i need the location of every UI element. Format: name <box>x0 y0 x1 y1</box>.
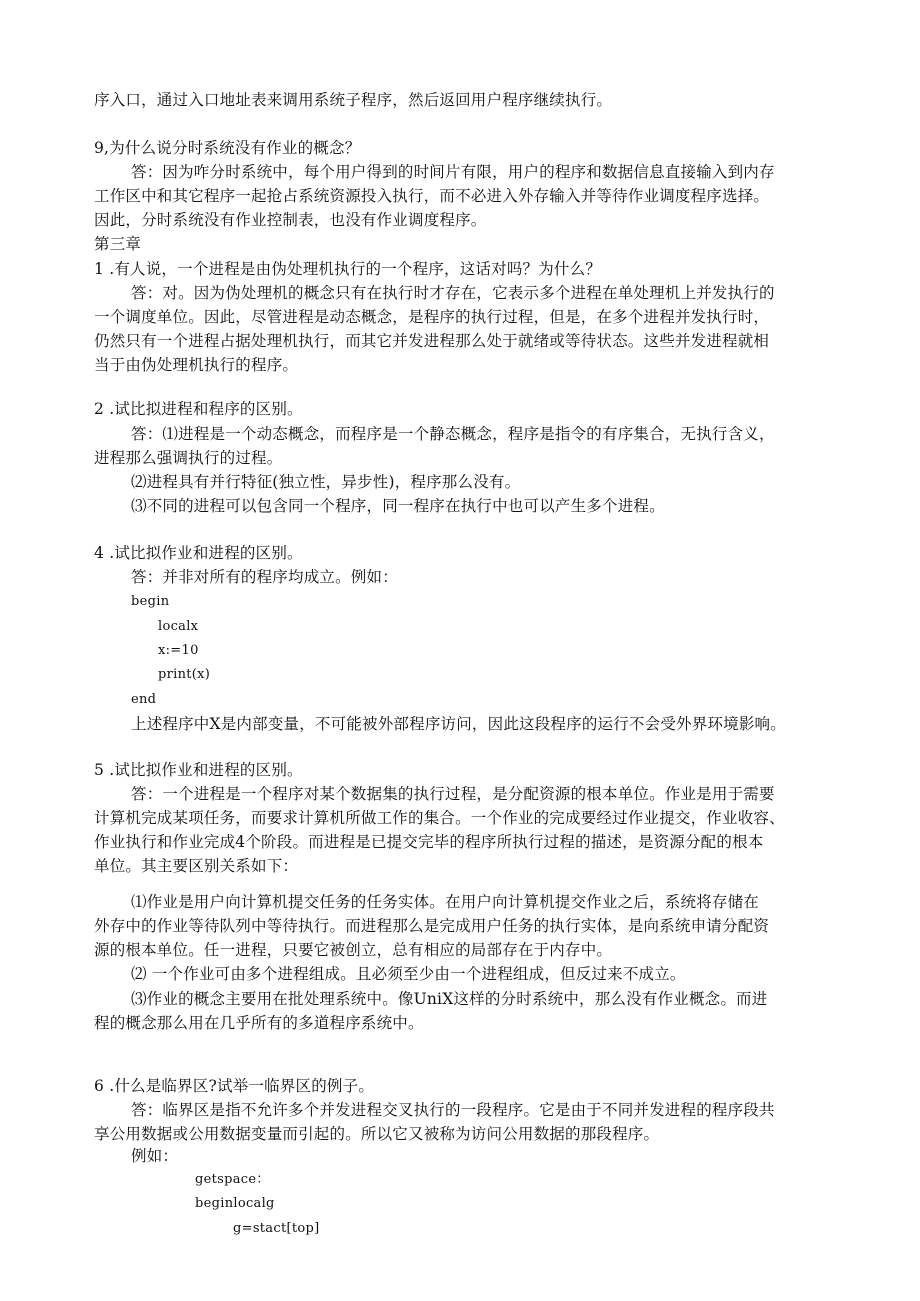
text-line: ⑴作业是用户向计算机提交任务的任务实体。在用户向计算机提交作业之后，系统将存储在 <box>131 893 760 911</box>
question-1: 1 .有人说，一个进程是由伪处理机执行的一个程序，这话对吗？为什么？ <box>94 260 602 278</box>
text-line: 单位。其主要区别关系如下： <box>94 857 299 875</box>
code-line: print(x) <box>158 667 211 682</box>
code-line: begin <box>131 594 170 609</box>
question-4: 4 .试比拟作业和进程的区别。 <box>94 544 303 562</box>
text-line: 仍然只有一个进程占据处理机执行，而其它并发进程那么处于就绪或等待状态。这些并发进程就相 <box>94 332 770 350</box>
text-line: 工作区中和其它程序一起抢占系统资源投入执行，而不必进入外存输入并等待作业调度程序选择。 <box>94 187 770 205</box>
text-line: ⑶不同的进程可以包含同一个程序，同一程序在执行中也可以产生多个进程。 <box>131 497 665 515</box>
text-line: 答：临界区是指不允许多个并发进程交叉执行的一段程序。它是由于不同并发进程的程序段共 <box>131 1101 775 1119</box>
text-line: 外存中的作业等待队列中等待执行。而进程那么是完成用户任务的执行实体，是向系统申请分配资 <box>94 917 770 935</box>
question-5: 5 .试比拟作业和进程的区别。 <box>94 761 303 779</box>
text-line: 因此，分时系统没有作业控制表，也没有作业调度程序。 <box>94 211 487 229</box>
text-line: 例如： <box>131 1147 179 1165</box>
text-line: 上述程序中X是内部变量，不可能被外部程序访问，因此这段程序的运行不会受外界环境影响。 <box>131 715 786 733</box>
text-line: 答：因为咋分时系统中，每个用户得到的时间片有限，用户的程序和数据信息直接输入到内存 <box>131 163 775 181</box>
text-line: 计算机完成某项任务，而要求计算机所做工作的集合。一个作业的完成要经过作业提交，作业收容、 <box>94 809 785 827</box>
code-line: end <box>131 692 157 707</box>
question-9: 9,为什么说分时系统没有作业的概念？ <box>94 139 361 157</box>
question-2: 2 .试比拟进程和程序的区别。 <box>94 400 303 418</box>
text-line: ⑵进程具有并行特征(独立性，异步性)，程序那么没有。 <box>131 473 521 491</box>
text-line: 答：对。因为伪处理机的概念只有在执行时才存在，它表示多个进程在单处理机上并发执行的 <box>131 284 775 302</box>
text-line: 当于由伪处理机执行的程序。 <box>94 356 299 374</box>
text-line: 答：⑴进程是一个动态概念，而程序是一个静态概念，程序是指令的有序集合，无执行含义， <box>131 425 775 443</box>
chapter-heading: 第三章 <box>94 235 142 253</box>
text-line: ⑶作业的概念主要用在批处理系统中。像UniX这样的分时系统中，那么没有作业概念。而进 <box>131 990 768 1008</box>
code-line: beginlocalg <box>195 1196 275 1211</box>
text-line: 源的根本单位。任一进程，只要它被创立，总有相应的局部存在于内存中。 <box>94 941 613 959</box>
text-line: 享公用数据或公用数据变量而引起的。所以它又被称为访问公用数据的那段程序。 <box>94 1125 660 1143</box>
code-line: localx <box>158 619 199 634</box>
text-line: 进程那么强调执行的过程。 <box>94 449 283 467</box>
code-line: getspace： <box>195 1172 270 1187</box>
text-line: 一个调度单位。因此，尽管进程是动态概念，是程序的执行过程，但是，在多个进程并发执行时， <box>94 308 770 326</box>
code-line: g=stact[top] <box>233 1221 320 1236</box>
code-line: x:=10 <box>158 643 199 658</box>
text-line: 答：一个进程是一个程序对某个数据集的执行过程，是分配资源的根本单位。作业是用于需要 <box>131 785 775 803</box>
text-line: 作业执行和作业完成4个阶段。而进程是已提交完毕的程序所执行过程的描述，是资源分配的根本 <box>94 833 764 851</box>
question-6: 6 .什么是临界区?试举一临界区的例子。 <box>94 1077 375 1095</box>
text-line: 序入口，通过入口地址表来调用系统子程序，然后返回用户程序继续执行。 <box>94 91 613 109</box>
text-line: ⑵ 一个作业可由多个进程组成。且必须至少由一个进程组成，但反过来不成立。 <box>131 965 686 983</box>
text-line: 答：并非对所有的程序均成立。例如： <box>131 568 398 586</box>
text-line: 程的概念那么用在几乎所有的多道程序系统中。 <box>94 1014 424 1032</box>
